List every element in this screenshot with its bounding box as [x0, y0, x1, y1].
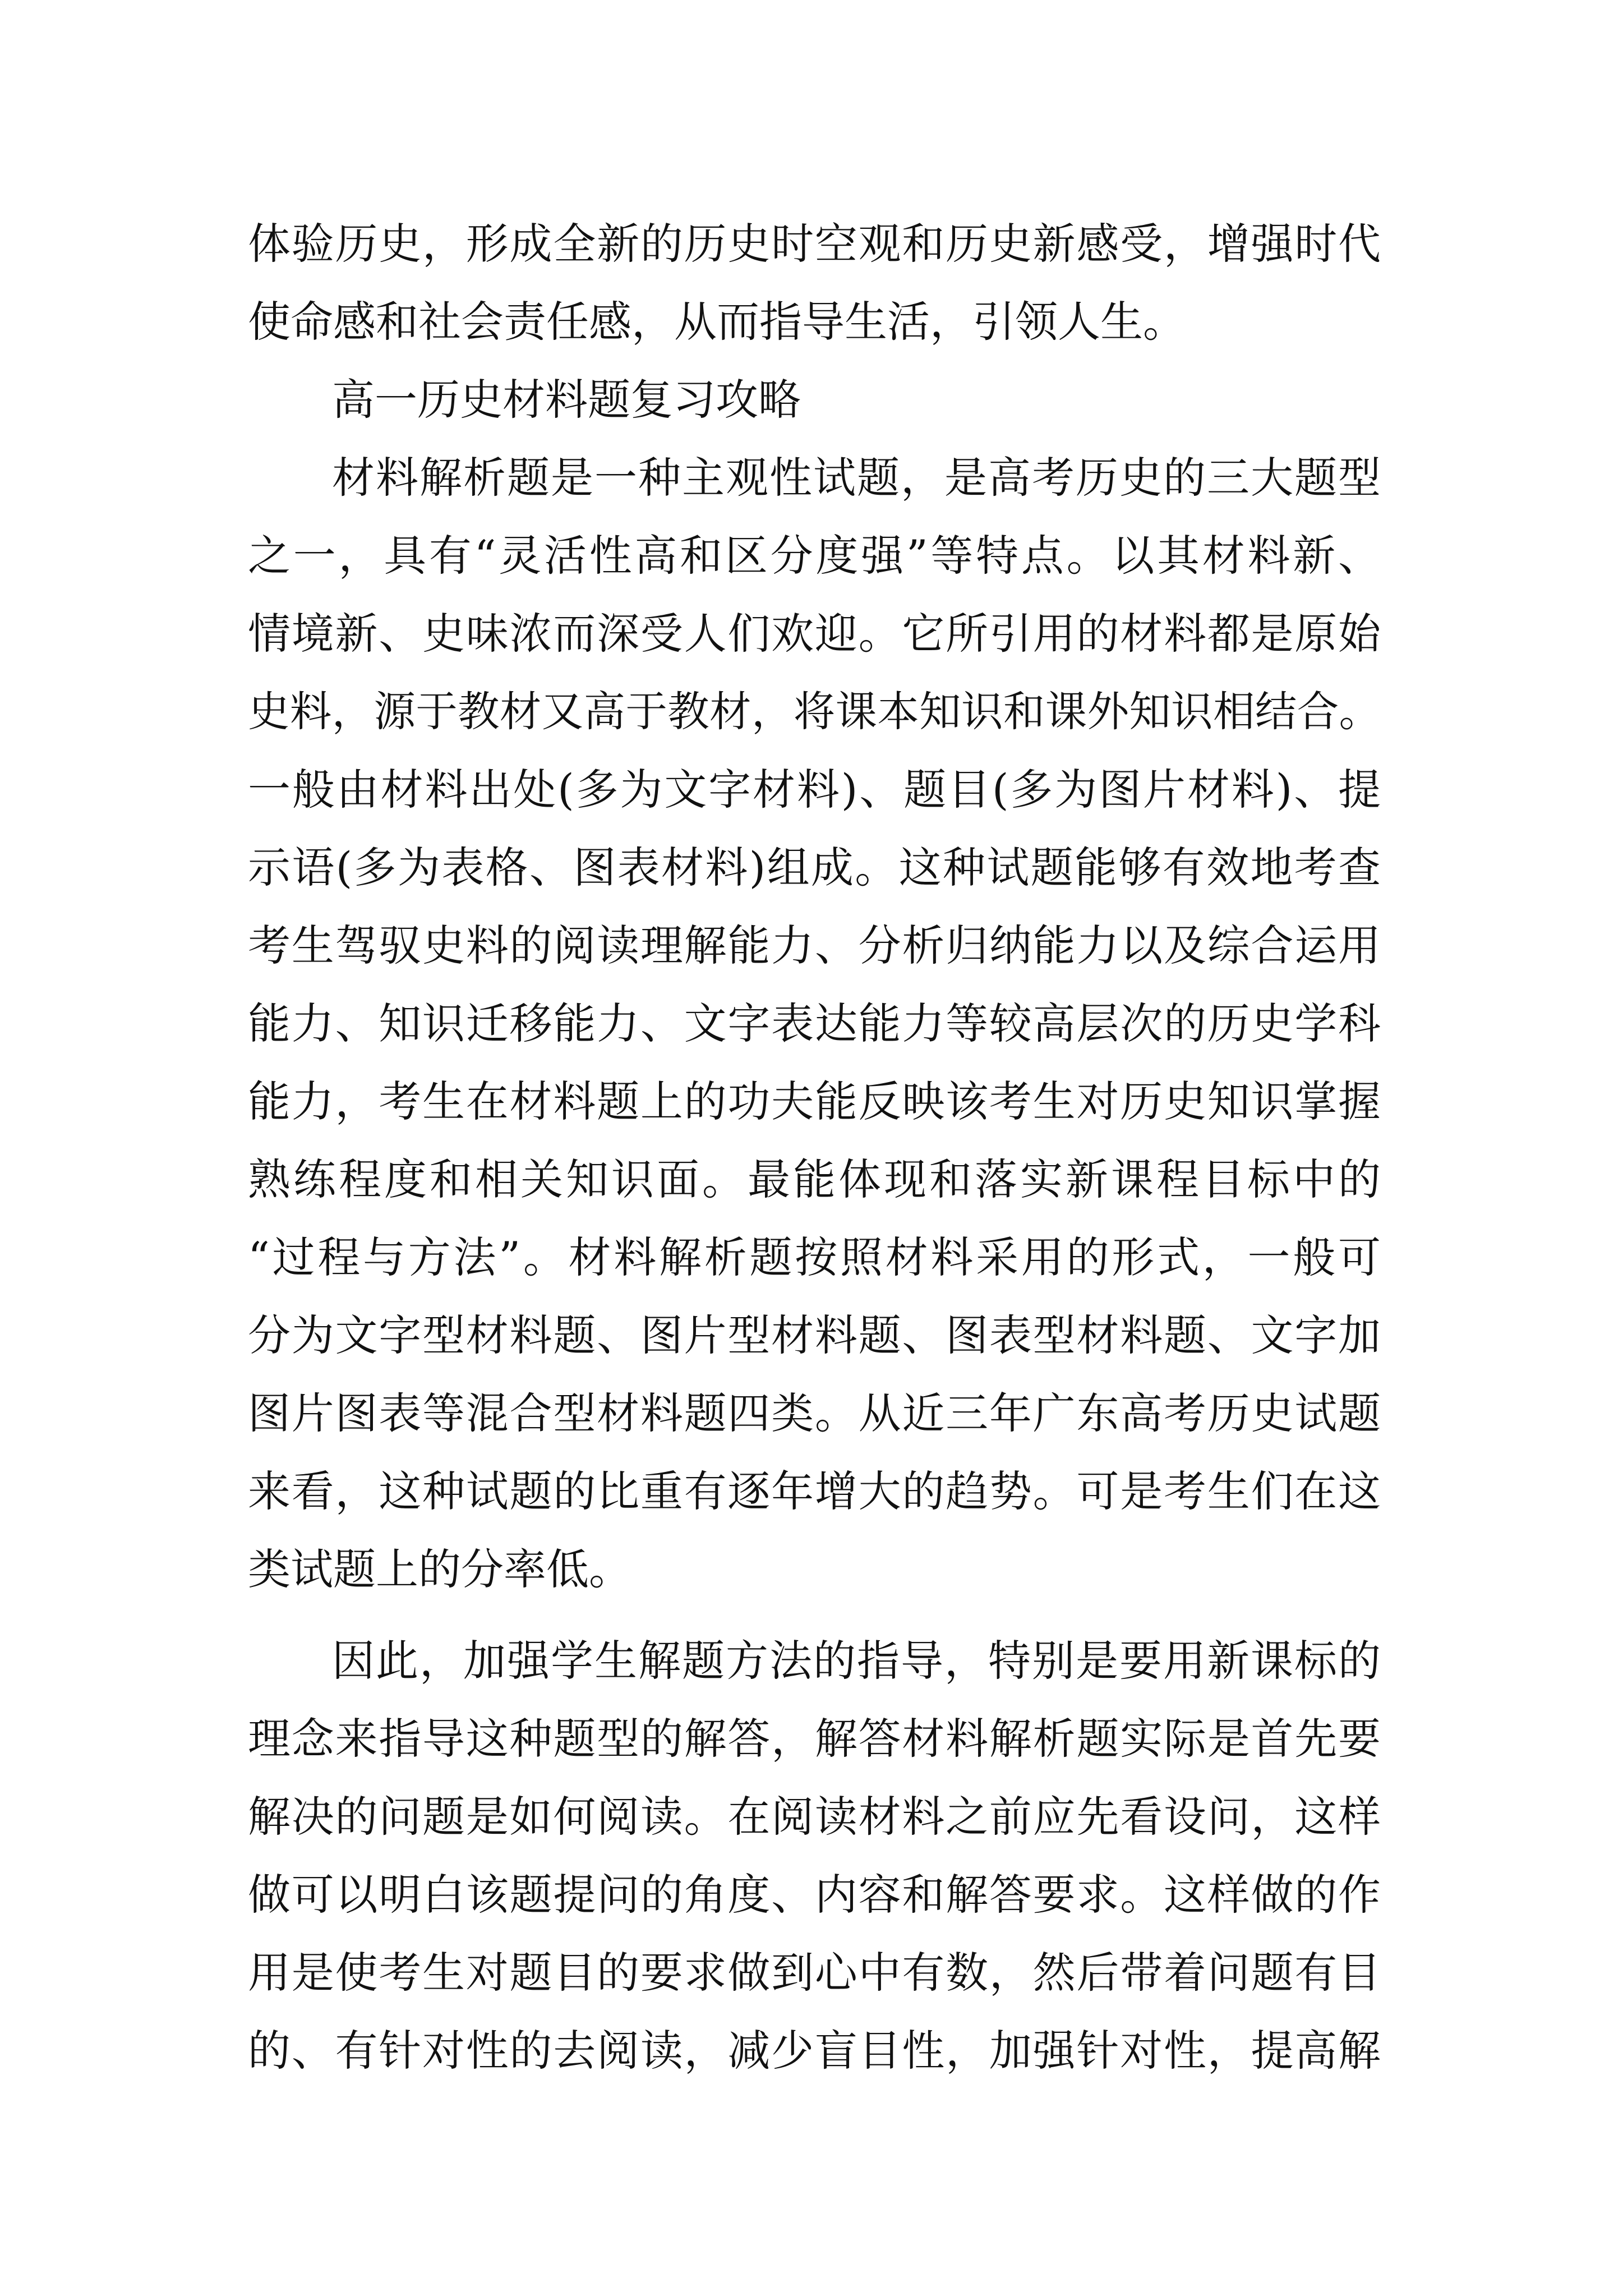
text-line: “过程与方法”。材料解析题按照材料采用的形式，一般可: [248, 1232, 1381, 1282]
text-line: 图片图表等混合型材料题四类。从近三年广东高考历史试题: [248, 1388, 1381, 1438]
text-line: 使命感和社会责任感，从而指导生活，引领人生。: [248, 297, 1186, 347]
text-line: 一般由材料出处(多为文字材料)、题目(多为图片材料)、提: [248, 765, 1381, 815]
text-line: 做可以明白该题提问的角度、内容和解答要求。这样做的作: [248, 1870, 1381, 1920]
text-line: 能力、知识迁移能力、文字表达能力等较高层次的历史学科: [248, 999, 1381, 1048]
text-line: 体验历史，形成全新的历史时空观和历史新感受，增强时代: [248, 219, 1381, 269]
text-line: 示语(多为表格、图表材料)组成。这种试题能够有效地考查: [248, 843, 1381, 892]
text-line: 来看，这种试题的比重有逐年增大的趋势。可是考生们在这: [248, 1466, 1381, 1516]
text-line: 类试题上的分率低。: [248, 1544, 631, 1594]
text-line: 史料，源于教材又高于教材，将课本知识和课外知识相结合。: [248, 687, 1381, 736]
body-text: [248, 205, 1381, 2090]
text-line: 理念来指导这种题型的解答，解答材料解析题实际是首先要: [248, 1714, 1381, 1764]
text-line: 因此，加强学生解题方法的指导，特别是要用新课标的: [332, 1636, 1381, 1686]
text-line: 之一，具有“灵活性高和区分度强”等特点。以其材料新、: [248, 531, 1381, 581]
text-line: 用是使考生对题目的要求做到心中有数，然后带着问题有目: [248, 1948, 1381, 1998]
text-line: 考生驾驭史料的阅读理解能力、分析归纳能力以及综合运用: [248, 921, 1381, 970]
text-line: 情境新、史味浓而深受人们欢迎。它所引用的材料都是原始: [248, 609, 1381, 659]
text-line: 材料解析题是一种主观性试题，是高考历史的三大题型: [332, 453, 1381, 503]
text-line: 能力，考生在材料题上的功夫能反映该考生对历史知识掌握: [248, 1076, 1381, 1126]
text-line: 分为文字型材料题、图片型材料题、图表型材料题、文字加: [248, 1310, 1381, 1360]
text-line: 高一历史材料题复习攻略: [332, 375, 801, 425]
text-line: 的、有针对性的去阅读，减少盲目性，加强针对性，提高解: [248, 2026, 1381, 2076]
text-line: 熟练程度和相关知识面。最能体现和落实新课程目标中的: [248, 1154, 1381, 1204]
text-line: 解决的问题是如何阅读。在阅读材料之前应先看设问，这样: [248, 1792, 1381, 1842]
